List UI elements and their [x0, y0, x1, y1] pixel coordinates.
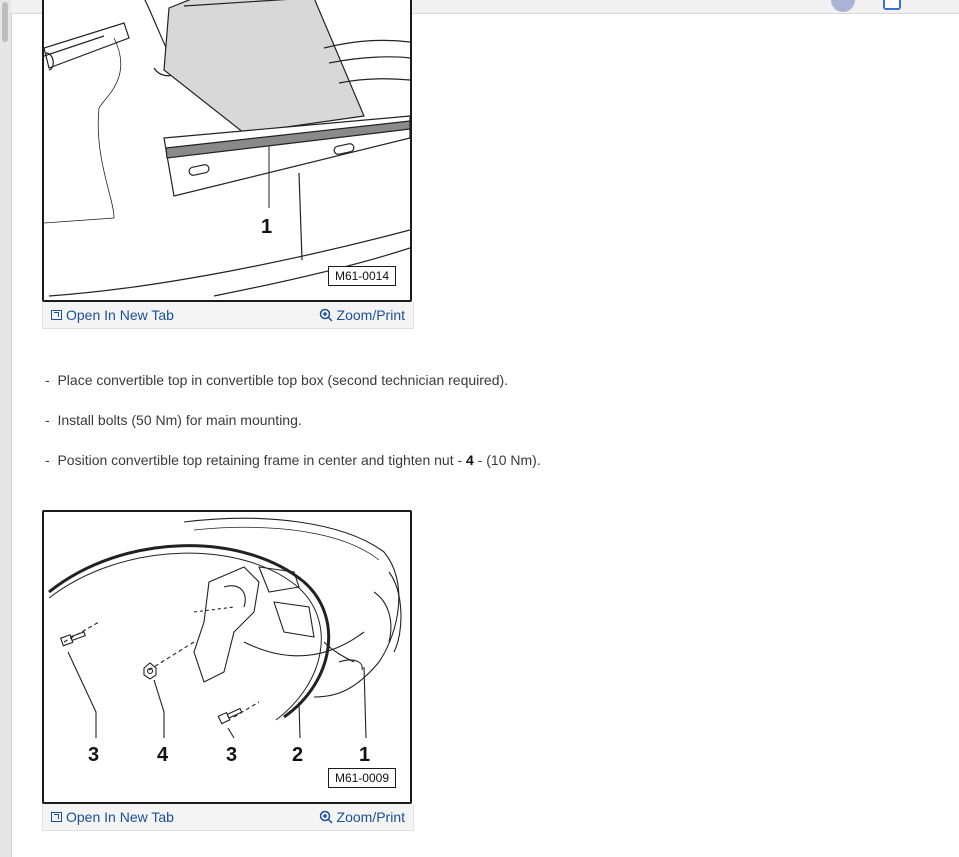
figure-frame [42, 0, 412, 302]
step-text-pre: Position convertible top retaining frame in center and tighten nut - [57, 452, 467, 468]
zoom-in-icon [319, 810, 333, 824]
figure-m61-0014 [42, 0, 414, 329]
step-item [45, 448, 925, 488]
step-bullet: - [45, 452, 50, 468]
open-new-tab-icon [51, 310, 62, 320]
callout-4: 4 [157, 744, 169, 766]
open-new-tab-label: Open In New Tab [66, 307, 174, 323]
zoom-in-icon [319, 308, 333, 322]
user-avatar[interactable] [831, 0, 855, 12]
scrollbar-thumb[interactable] [2, 2, 8, 42]
step-callout-ref: 4 [466, 452, 474, 468]
zoom-print-button[interactable] [311, 809, 413, 825]
zoom-print-label: Zoom/Print [336, 307, 405, 323]
zoom-print-label: Zoom/Print [336, 809, 405, 825]
step-item [45, 368, 925, 408]
open-new-tab-button[interactable] [43, 809, 182, 825]
figure-toolbar [42, 302, 414, 329]
callout-1: 1 [261, 216, 273, 238]
callout-2: 2 [292, 744, 304, 766]
open-new-tab-button[interactable] [43, 307, 182, 323]
zoom-print-button[interactable] [311, 307, 413, 323]
open-new-tab-icon [51, 812, 62, 822]
callout-1: 1 [359, 744, 371, 766]
callout-3: 3 [226, 744, 238, 766]
step-text-post: - (10 Nm). [473, 452, 541, 468]
step-bullet: - [45, 412, 50, 428]
figure-m61-0009 [42, 510, 414, 831]
step-text: Install bolts (50 Nm) for main mounting. [57, 412, 302, 428]
step-item [45, 408, 925, 448]
step-text: Place convertible top in convertible top box (second technician required). [57, 372, 509, 388]
illustration-drawing [44, 0, 410, 300]
left-scrollbar[interactable] [0, 0, 12, 857]
procedure-steps [45, 368, 925, 488]
figure-frame [42, 510, 412, 804]
figure-toolbar [42, 804, 414, 831]
notification-icon[interactable] [883, 0, 901, 10]
step-bullet: - [45, 372, 50, 388]
open-new-tab-label: Open In New Tab [66, 809, 174, 825]
figure-code: M61-0009 [328, 768, 396, 788]
callout-3: 3 [88, 744, 100, 766]
figure-code: M61-0014 [328, 266, 396, 286]
